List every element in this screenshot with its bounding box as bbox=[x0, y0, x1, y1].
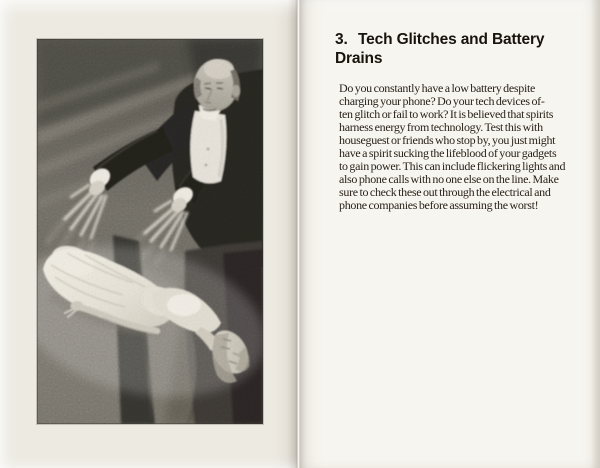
chapter-heading bbox=[335, 31, 570, 68]
body-text-line: harness energy from technology. Test this with bbox=[339, 119, 543, 134]
chapter-title-line1: Tech Glitches and Battery bbox=[358, 31, 545, 48]
page-right-edge bbox=[591, 0, 600, 468]
body-text bbox=[339, 82, 589, 212]
body-text-line: houseguest or friends who stop by, you just might bbox=[339, 132, 556, 147]
levitation-illustration bbox=[37, 39, 263, 424]
body-text-line: also phone calls with no one else on the line. Make bbox=[339, 171, 559, 186]
chapter-line1 bbox=[335, 31, 544, 48]
book-illustration-frame bbox=[37, 39, 263, 424]
body-text-line: Do you constantly have a low battery despite bbox=[339, 81, 536, 95]
chapter-number: 3. bbox=[335, 31, 348, 48]
right-page bbox=[297, 0, 600, 468]
book-spine-gutter bbox=[288, 0, 307, 468]
chapter-title-line2: Drains bbox=[335, 49, 383, 67]
body-text-line: phone companies before assuming the worst! bbox=[339, 197, 539, 212]
body-text-line: charging your phone? Do your tech devices of- bbox=[339, 93, 545, 108]
body-text-line: to gain power. This can include flickering lights and bbox=[339, 158, 566, 173]
left-page bbox=[0, 0, 297, 468]
body-text-line: ten glitch or fail to work? It is believed that spirits bbox=[339, 106, 554, 121]
body-text-line: have a spirit sucking the lifeblood of your gadgets bbox=[339, 145, 557, 160]
body-text-line: sure to check these out through the electrical and bbox=[339, 184, 551, 199]
